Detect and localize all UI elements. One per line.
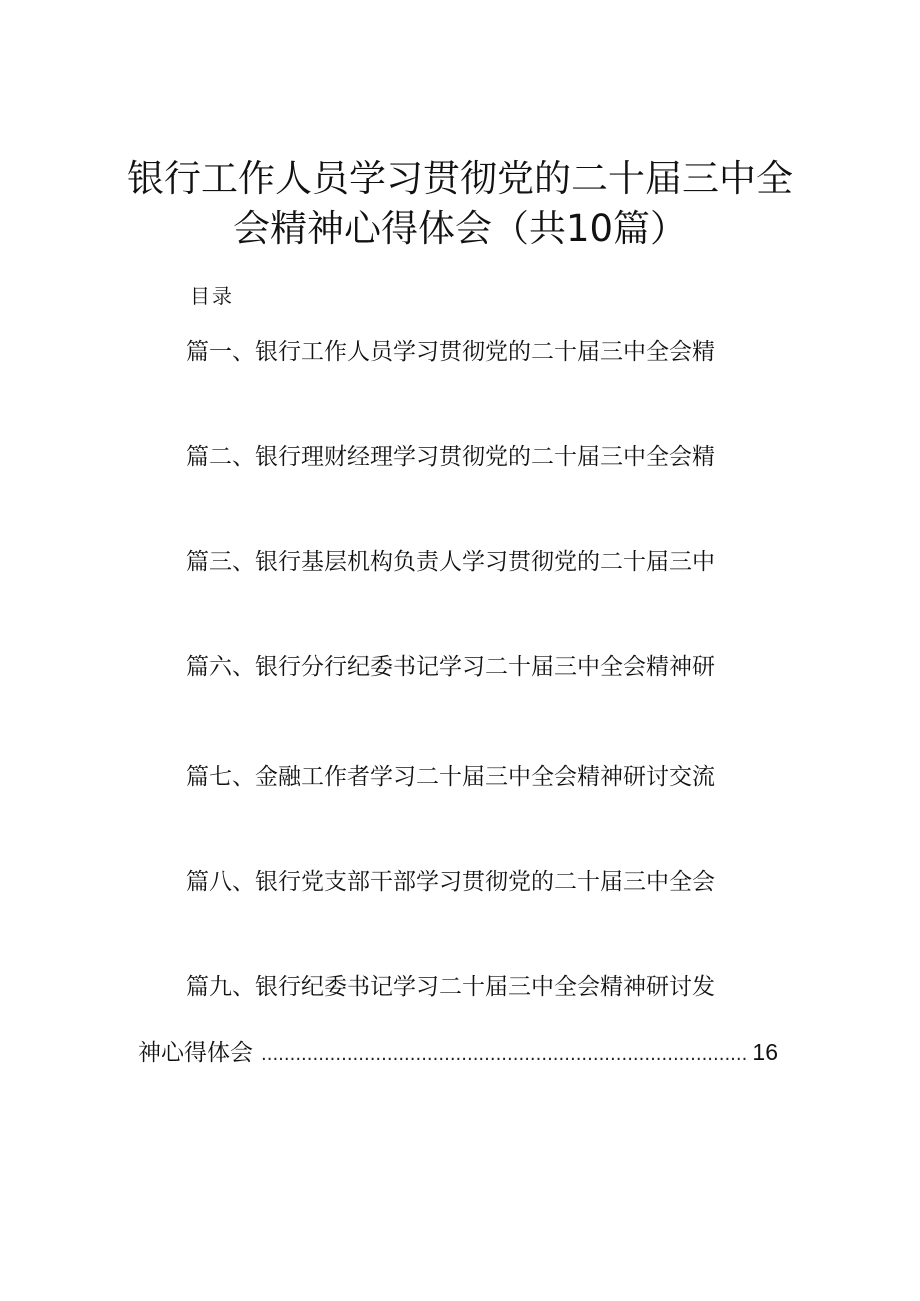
toc-leader-dots (261, 1044, 748, 1065)
toc-entry[interactable]: 篇八、银行党支部干部学习贯彻党的二十届三中全会 (186, 869, 715, 895)
toc-entry[interactable]: 篇一、银行工作人员学习贯彻党的二十届三中全会精 (186, 339, 715, 365)
toc-entry[interactable]: 篇三、银行基层机构负责人学习贯彻党的二十届三中 (186, 549, 715, 575)
toc-continuation-text: 神心得体会 (138, 1040, 253, 1066)
toc-entry[interactable]: 篇九、银行纪委书记学习二十届三中全会精神研讨发 (186, 974, 715, 1000)
document-title-line-2: 会精神心得体会（共10篇） (232, 207, 688, 250)
toc-entry[interactable]: 篇七、金融工作者学习二十届三中全会精神研讨交流 (186, 764, 715, 790)
toc-label: 目录 (190, 284, 234, 308)
toc-entry[interactable]: 篇二、银行理财经理学习贯彻党的二十届三中全会精 (186, 444, 715, 470)
toc-entry[interactable]: 篇六、银行分行纪委书记学习二十届三中全会精神研 (186, 654, 715, 680)
toc-entry-continuation[interactable] (138, 1034, 778, 1067)
toc-page-number: 16 (752, 1039, 778, 1065)
document-title-line-1: 银行工作人员学习贯彻党的二十届三中全 (127, 157, 793, 200)
